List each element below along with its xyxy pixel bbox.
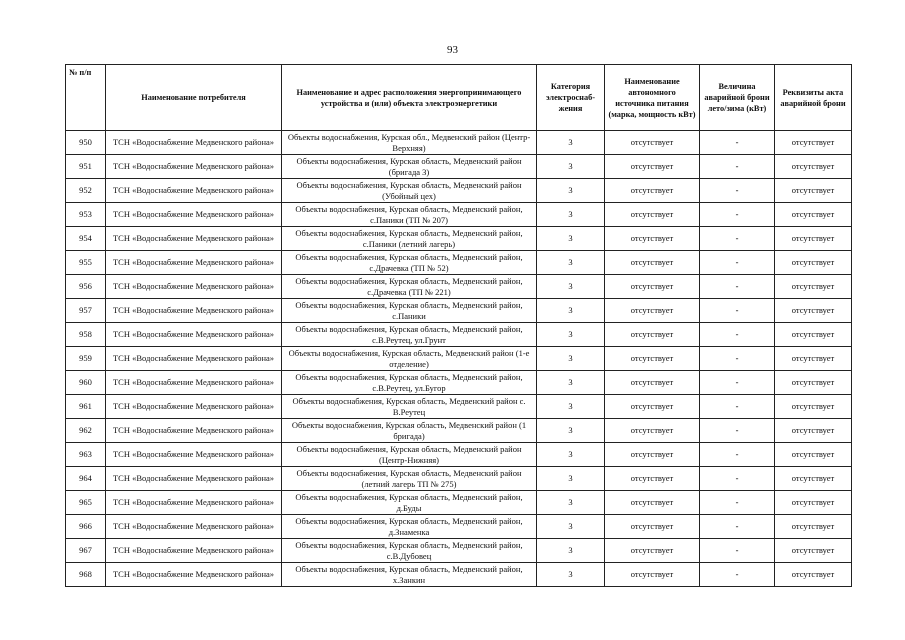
cell-number: 953	[66, 203, 106, 227]
cell-object: Объекты водоснабжения, Курская область, Медвенский район (1-е отделение)	[282, 347, 537, 371]
cell-category: 3	[537, 227, 605, 251]
table-header-row	[66, 65, 852, 131]
cell-reserve: -	[700, 275, 775, 299]
cell-act: отсутствует	[775, 539, 852, 563]
cell-number: 954	[66, 227, 106, 251]
cell-reserve: -	[700, 419, 775, 443]
table-row	[66, 419, 852, 443]
cell-number: 960	[66, 371, 106, 395]
table-row	[66, 491, 852, 515]
cell-category: 3	[537, 491, 605, 515]
cell-reserve: -	[700, 347, 775, 371]
cell-reserve: -	[700, 515, 775, 539]
cell-object: Объекты водоснабжения, Курская область, Медвенский район, с.Паники (летний лагерь)	[282, 227, 537, 251]
table-row	[66, 467, 852, 491]
cell-object: Объекты водоснабжения, Курская область, Медвенский район, с.В.Реутец, ул.Грунт	[282, 323, 537, 347]
cell-object: Объекты водоснабжения, Курская область, Медвенский район (бригада 3)	[282, 155, 537, 179]
cell-act: отсутствует	[775, 299, 852, 323]
cell-number: 955	[66, 251, 106, 275]
header-act: Реквизиты акта аварийной брони	[775, 65, 852, 131]
cell-consumer: ТСН «Водоснабжение Медвенского района»	[106, 371, 282, 395]
cell-object: Объекты водоснабжения, Курская область, Медвенский район, д.Буды	[282, 491, 537, 515]
table-row	[66, 299, 852, 323]
cell-act: отсутствует	[775, 155, 852, 179]
cell-power-source: отсутствует	[605, 179, 700, 203]
cell-reserve: -	[700, 539, 775, 563]
cell-object: Объекты водоснабжения, Курская область, Медвенский район с. В.Реутец	[282, 395, 537, 419]
cell-category: 3	[537, 203, 605, 227]
cell-consumer: ТСН «Водоснабжение Медвенского района»	[106, 275, 282, 299]
cell-reserve: -	[700, 203, 775, 227]
cell-reserve: -	[700, 227, 775, 251]
header-power-source: Наименование автономного источника питания (марка, мощность кВт)	[605, 65, 700, 131]
cell-consumer: ТСН «Водоснабжение Медвенского района»	[106, 395, 282, 419]
cell-category: 3	[537, 179, 605, 203]
table-row	[66, 203, 852, 227]
cell-consumer: ТСН «Водоснабжение Медвенского района»	[106, 539, 282, 563]
table-row	[66, 275, 852, 299]
cell-category: 3	[537, 443, 605, 467]
table-row	[66, 179, 852, 203]
cell-category: 3	[537, 467, 605, 491]
cell-consumer: ТСН «Водоснабжение Медвенского района»	[106, 515, 282, 539]
cell-consumer: ТСН «Водоснабжение Медвенского района»	[106, 227, 282, 251]
header-number: № п/п	[66, 65, 106, 131]
cell-reserve: -	[700, 563, 775, 587]
cell-power-source: отсутствует	[605, 419, 700, 443]
consumers-table	[65, 64, 852, 587]
cell-reserve: -	[700, 491, 775, 515]
cell-power-source: отсутствует	[605, 323, 700, 347]
cell-number: 950	[66, 131, 106, 155]
table-row	[66, 227, 852, 251]
cell-consumer: ТСН «Водоснабжение Медвенского района»	[106, 323, 282, 347]
cell-act: отсутствует	[775, 275, 852, 299]
cell-category: 3	[537, 371, 605, 395]
cell-power-source: отсутствует	[605, 395, 700, 419]
cell-object: Объекты водоснабжения, Курская область, Медвенский район, д.Знаменка	[282, 515, 537, 539]
cell-category: 3	[537, 251, 605, 275]
cell-category: 3	[537, 275, 605, 299]
cell-power-source: отсутствует	[605, 371, 700, 395]
cell-consumer: ТСН «Водоснабжение Медвенского района»	[106, 419, 282, 443]
header-object: Наименование и адрес расположения энергопринимающего устройства и (или) объекта электроэнергетики	[282, 65, 537, 131]
header-category: Категория электроснаб-жения	[537, 65, 605, 131]
cell-act: отсутствует	[775, 323, 852, 347]
cell-object: Объекты водоснабжения, Курская область, Медвенский район, с.В.Дубовец	[282, 539, 537, 563]
cell-category: 3	[537, 515, 605, 539]
cell-act: отсутствует	[775, 131, 852, 155]
cell-act: отсутствует	[775, 395, 852, 419]
cell-consumer: ТСН «Водоснабжение Медвенского района»	[106, 563, 282, 587]
cell-act: отсутствует	[775, 515, 852, 539]
cell-reserve: -	[700, 443, 775, 467]
cell-category: 3	[537, 131, 605, 155]
cell-consumer: ТСН «Водоснабжение Медвенского района»	[106, 443, 282, 467]
cell-act: отсутствует	[775, 563, 852, 587]
cell-act: отсутствует	[775, 491, 852, 515]
table-row	[66, 395, 852, 419]
cell-object: Объекты водоснабжения, Курская обл., Медвенский район (Центр-Верхняя)	[282, 131, 537, 155]
cell-consumer: ТСН «Водоснабжение Медвенского района»	[106, 131, 282, 155]
header-consumer: Наименование потребителя	[106, 65, 282, 131]
cell-reserve: -	[700, 395, 775, 419]
cell-category: 3	[537, 539, 605, 563]
cell-power-source: отсутствует	[605, 491, 700, 515]
table-row	[66, 251, 852, 275]
cell-power-source: отсутствует	[605, 299, 700, 323]
cell-number: 956	[66, 275, 106, 299]
cell-act: отсутствует	[775, 347, 852, 371]
cell-category: 3	[537, 563, 605, 587]
cell-object: Объекты водоснабжения, Курская область, Медвенский район, с.В.Реутец, ул.Бугор	[282, 371, 537, 395]
table-row	[66, 131, 852, 155]
cell-act: отсутствует	[775, 371, 852, 395]
cell-consumer: ТСН «Водоснабжение Медвенского района»	[106, 347, 282, 371]
cell-number: 951	[66, 155, 106, 179]
cell-number: 963	[66, 443, 106, 467]
cell-reserve: -	[700, 299, 775, 323]
cell-consumer: ТСН «Водоснабжение Медвенского района»	[106, 491, 282, 515]
cell-power-source: отсутствует	[605, 203, 700, 227]
cell-consumer: ТСН «Водоснабжение Медвенского района»	[106, 299, 282, 323]
cell-act: отсутствует	[775, 179, 852, 203]
cell-power-source: отсутствует	[605, 227, 700, 251]
cell-object: Объекты водоснабжения, Курская область, Медвенский район (Убойный цех)	[282, 179, 537, 203]
cell-consumer: ТСН «Водоснабжение Медвенского района»	[106, 155, 282, 179]
cell-consumer: ТСН «Водоснабжение Медвенского района»	[106, 203, 282, 227]
table-row	[66, 443, 852, 467]
cell-act: отсутствует	[775, 227, 852, 251]
cell-object: Объекты водоснабжения, Курская область, Медвенский район (Центр-Нижняя)	[282, 443, 537, 467]
cell-category: 3	[537, 419, 605, 443]
cell-power-source: отсутствует	[605, 563, 700, 587]
cell-object: Объекты водоснабжения, Курская область, Медвенский район (летний лагерь ТП № 275)	[282, 467, 537, 491]
cell-number: 962	[66, 419, 106, 443]
cell-number: 965	[66, 491, 106, 515]
cell-power-source: отсутствует	[605, 539, 700, 563]
cell-number: 952	[66, 179, 106, 203]
cell-object: Объекты водоснабжения, Курская область, Медвенский район, х.Занкин	[282, 563, 537, 587]
cell-reserve: -	[700, 179, 775, 203]
cell-act: отсутствует	[775, 443, 852, 467]
table-row	[66, 347, 852, 371]
cell-object: Объекты водоснабжения, Курская область, Медвенский район, с.Паники	[282, 299, 537, 323]
header-reserve: Величина аварийной брони лето/зима (кВт)	[700, 65, 775, 131]
cell-number: 961	[66, 395, 106, 419]
cell-power-source: отсутствует	[605, 155, 700, 179]
table-row	[66, 539, 852, 563]
cell-category: 3	[537, 347, 605, 371]
table-row	[66, 515, 852, 539]
cell-power-source: отсутствует	[605, 515, 700, 539]
cell-object: Объекты водоснабжения, Курская область, Медвенский район, с.Паники (ТП № 207)	[282, 203, 537, 227]
cell-number: 957	[66, 299, 106, 323]
cell-number: 964	[66, 467, 106, 491]
cell-act: отсутствует	[775, 203, 852, 227]
cell-object: Объекты водоснабжения, Курская область, Медвенский район (1 бригада)	[282, 419, 537, 443]
cell-power-source: отсутствует	[605, 131, 700, 155]
cell-reserve: -	[700, 251, 775, 275]
cell-power-source: отсутствует	[605, 251, 700, 275]
cell-act: отсутствует	[775, 419, 852, 443]
cell-category: 3	[537, 299, 605, 323]
cell-consumer: ТСН «Водоснабжение Медвенского района»	[106, 179, 282, 203]
cell-object: Объекты водоснабжения, Курская область, Медвенский район, с.Драчевка (ТП № 52)	[282, 251, 537, 275]
cell-reserve: -	[700, 155, 775, 179]
cell-consumer: ТСН «Водоснабжение Медвенского района»	[106, 467, 282, 491]
cell-power-source: отсутствует	[605, 467, 700, 491]
cell-reserve: -	[700, 131, 775, 155]
cell-number: 966	[66, 515, 106, 539]
table-row	[66, 155, 852, 179]
cell-number: 968	[66, 563, 106, 587]
cell-act: отсутствует	[775, 467, 852, 491]
cell-power-source: отсутствует	[605, 275, 700, 299]
cell-category: 3	[537, 395, 605, 419]
cell-reserve: -	[700, 323, 775, 347]
page-number: 93	[447, 44, 458, 56]
cell-reserve: -	[700, 467, 775, 491]
table-row	[66, 563, 852, 587]
cell-category: 3	[537, 323, 605, 347]
cell-power-source: отсутствует	[605, 347, 700, 371]
table-row	[66, 323, 852, 347]
cell-number: 967	[66, 539, 106, 563]
table-row	[66, 371, 852, 395]
cell-act: отсутствует	[775, 251, 852, 275]
cell-reserve: -	[700, 371, 775, 395]
cell-number: 959	[66, 347, 106, 371]
cell-number: 958	[66, 323, 106, 347]
cell-category: 3	[537, 155, 605, 179]
cell-object: Объекты водоснабжения, Курская область, Медвенский район, с.Драчевка (ТП № 221)	[282, 275, 537, 299]
cell-power-source: отсутствует	[605, 443, 700, 467]
cell-consumer: ТСН «Водоснабжение Медвенского района»	[106, 251, 282, 275]
